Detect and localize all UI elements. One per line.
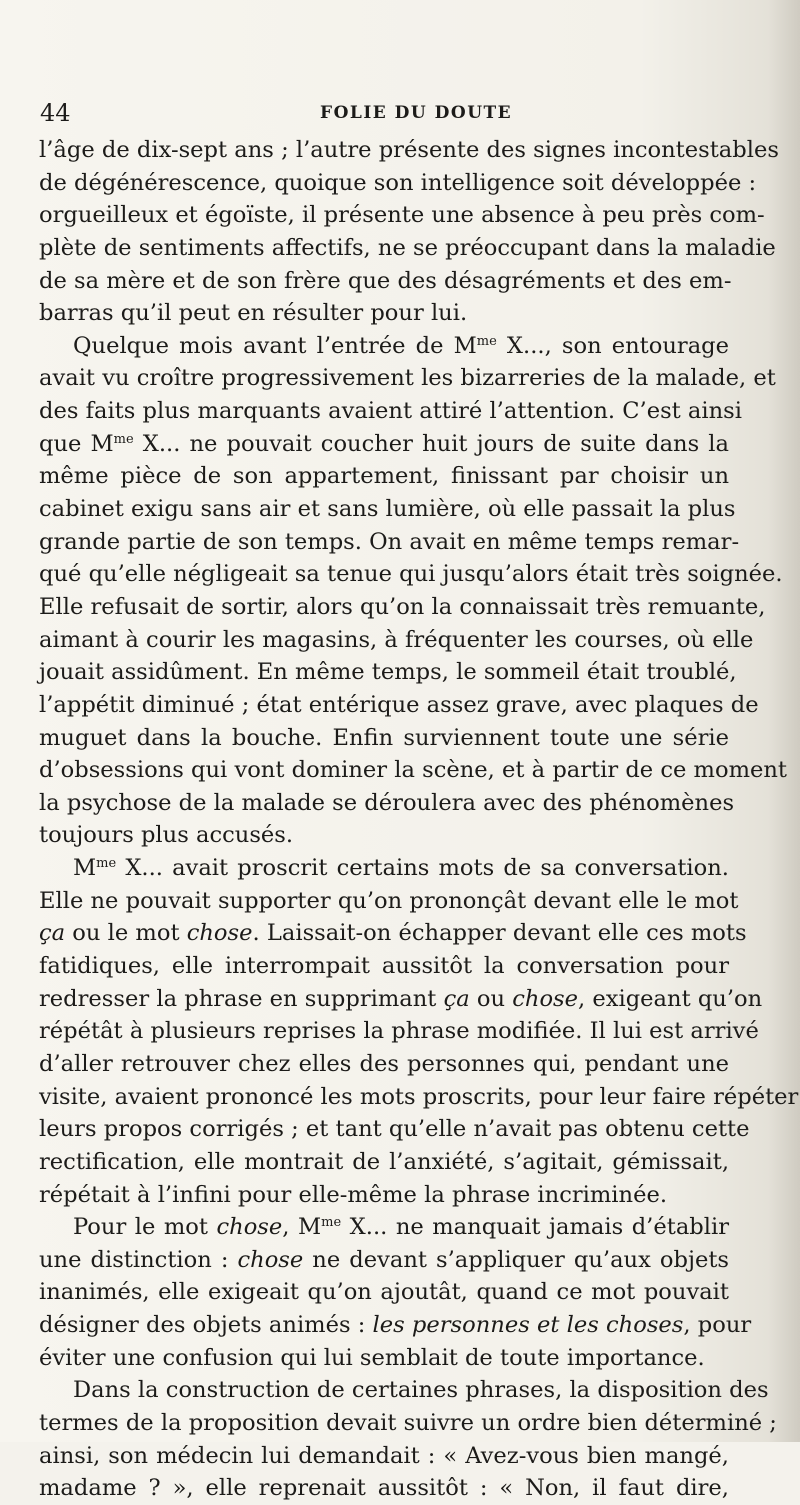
text-line <box>39 1244 729 1277</box>
text-run: termes de la proposition devait suivre un ordre bien déterminé ; <box>39 1409 777 1436</box>
text-line <box>39 1048 729 1081</box>
text-run: éviter une confusion qui lui semblait de toute importance. <box>39 1344 705 1371</box>
superscript: me <box>113 431 134 447</box>
text-line <box>39 265 732 298</box>
text-line <box>39 983 763 1016</box>
text-line <box>39 167 757 200</box>
text-run: . Laissait-on échapper devant elle ces mots <box>252 920 747 947</box>
text-run: de dégénérescence, quoique son intelligence soit développée : <box>39 169 757 196</box>
text-line <box>39 819 729 852</box>
body-text <box>39 134 799 1505</box>
text-run: toujours plus accusés. <box>39 822 294 849</box>
text-line <box>39 460 729 493</box>
text-run: cabinet exigu sans air et sans lumière, où elle passait la plus <box>39 496 736 523</box>
text-run: barras qu’il peut en résulter pour lui. <box>39 300 468 327</box>
running-title: FOLIE DU DOUTE <box>320 103 513 123</box>
text-run: , M <box>282 1214 322 1241</box>
text-line <box>39 787 735 820</box>
text-line <box>39 950 729 983</box>
text-line <box>39 362 776 395</box>
text-run: ne devant s’appliquer qu’aux objets <box>303 1246 729 1273</box>
text-line <box>39 1113 750 1146</box>
text-line <box>39 917 747 950</box>
text-run: visite, avaient prononcé les mots proscrits, pour leur faire répéter <box>39 1083 799 1110</box>
text-run: , exigeant qu’on <box>578 985 763 1012</box>
text-line <box>39 1081 799 1114</box>
text-run: muguet dans la bouche. Enfin surviennent toute une série <box>39 724 729 751</box>
text-line <box>39 297 729 330</box>
text-line <box>39 1407 777 1440</box>
text-run: grande partie de son temps. On avait en même temps remar- <box>39 528 740 555</box>
text-run: Elle refusait de sortir, alors qu’on la connaissait très remuante, <box>39 593 766 620</box>
text-run: l’âge de dix-sept ans ; l’autre présente des signes incontestables <box>39 137 779 163</box>
text-line <box>39 852 729 885</box>
text-run: madame ? », elle reprenait aussitôt : « Non, il faut dire, <box>39 1475 729 1502</box>
superscript: me <box>321 1215 342 1231</box>
italic-term: les personnes et les choses <box>372 1312 684 1339</box>
text-line <box>39 624 754 657</box>
page-header <box>40 96 740 130</box>
italic-term: chose <box>216 1214 283 1241</box>
text-run: de sa mère et de son frère que des désagréments et des em- <box>39 267 732 294</box>
text-line <box>39 493 736 526</box>
text-run: d’aller retrouver chez elles des personnes qui, pendant une <box>39 1050 729 1077</box>
text-line <box>39 232 776 265</box>
text-run: avait vu croître progressivement les bizarreries de la malade, et <box>39 365 776 392</box>
text-run: aimant à courir les magasins, à fréquenter les courses, où elle <box>39 626 754 653</box>
text-run: que M <box>39 430 114 457</box>
text-run: l’appétit diminué ; état entérique assez grave, avec plaques de <box>39 691 759 718</box>
text-run: la psychose de la malade se déroulera avec des phénomènes <box>39 789 735 816</box>
italic-term: ça <box>39 920 66 947</box>
text-run: jouait assidûment. En même temps, le sommeil était troublé, <box>39 659 737 686</box>
text-run: rectification, elle montrait de l’anxiété, s’agitait, gémissait, <box>39 1148 729 1175</box>
superscript: me <box>476 333 497 349</box>
text-run: répétait à l’infini pour elle-même la phrase incriminée. <box>39 1181 668 1208</box>
text-line <box>39 1440 729 1473</box>
text-line <box>39 656 737 689</box>
text-line <box>39 1374 769 1407</box>
italic-term: chose <box>237 1246 304 1273</box>
text-line <box>39 689 759 722</box>
text-run: des faits plus marquants avaient attiré l’attention. C’est ainsi <box>39 398 742 425</box>
text-run: ainsi, son médecin lui demandait : « Avez-vous bien mangé, <box>39 1442 729 1469</box>
text-run: leurs propos corrigés ; et tant qu’elle n’avait pas obtenu cette <box>39 1116 750 1143</box>
text-line <box>39 134 779 167</box>
text-run: d’obsessions qui vont dominer la scène, et à partir de ce moment <box>39 757 788 784</box>
text-line <box>39 395 742 428</box>
text-run: X..., son entourage <box>496 332 729 359</box>
text-run: X... ne pouvait coucher huit jours de suite dans la <box>133 430 729 457</box>
italic-term: ça <box>443 985 470 1012</box>
page-number: 44 <box>40 99 71 127</box>
text-run: plète de sentiments affectifs, ne se préoccupant dans la maladie <box>39 234 776 261</box>
text-line <box>39 1015 759 1048</box>
text-line <box>39 428 729 461</box>
text-run: M <box>73 855 97 882</box>
text-run: X... avait proscrit certains mots de sa conversation. <box>116 855 729 882</box>
text-run: Quelque mois avant l’entrée de M <box>73 332 477 359</box>
text-line <box>39 330 729 363</box>
text-line <box>39 558 783 591</box>
text-run: qué qu’elle négligeait sa tenue qui jusqu’alors était très soignée. <box>39 561 783 588</box>
text-run: répétât à plusieurs reprises la phrase modifiée. Il lui est arrivé <box>39 1018 759 1045</box>
italic-term: chose <box>186 920 253 947</box>
text-run: fatidiques, elle interrompait aussitôt la conversation pour <box>39 953 729 980</box>
text-run: X... ne manquait jamais d’établir <box>341 1214 730 1241</box>
text-line <box>39 885 739 918</box>
text-line <box>39 754 788 787</box>
text-line <box>39 1179 729 1212</box>
text-run: , pour <box>683 1312 752 1339</box>
text-line <box>39 1309 752 1342</box>
text-line <box>39 1146 729 1179</box>
text-run: une distinction : <box>39 1246 238 1273</box>
italic-term: chose <box>512 985 579 1012</box>
text-run: redresser la phrase en supprimant <box>39 985 444 1012</box>
text-run: même pièce de son appartement, finissant par choisir un <box>39 463 729 490</box>
text-line <box>39 199 765 232</box>
text-run: orgueilleux et égoïste, il présente une absence à peu près com- <box>39 202 765 229</box>
text-run: ou le mot <box>65 920 187 947</box>
text-line <box>39 1472 729 1505</box>
text-line <box>39 591 766 624</box>
text-run: Pour le mot <box>73 1214 217 1241</box>
superscript: me <box>96 856 117 872</box>
text-run: inanimés, elle exigeait qu’on ajoutât, quand ce mot pouvait <box>39 1279 729 1306</box>
text-run: Dans la construction de certaines phrases, la disposition des <box>73 1377 769 1404</box>
text-run: ou <box>469 985 513 1012</box>
text-line <box>39 526 740 559</box>
text-line <box>39 722 729 755</box>
text-line <box>39 1211 729 1244</box>
text-line <box>39 1276 729 1309</box>
text-line <box>39 1342 729 1375</box>
text-run: Elle ne pouvait supporter qu’on prononçât devant elle le mot <box>39 887 739 914</box>
text-run: désigner des objets animés : <box>39 1312 373 1339</box>
